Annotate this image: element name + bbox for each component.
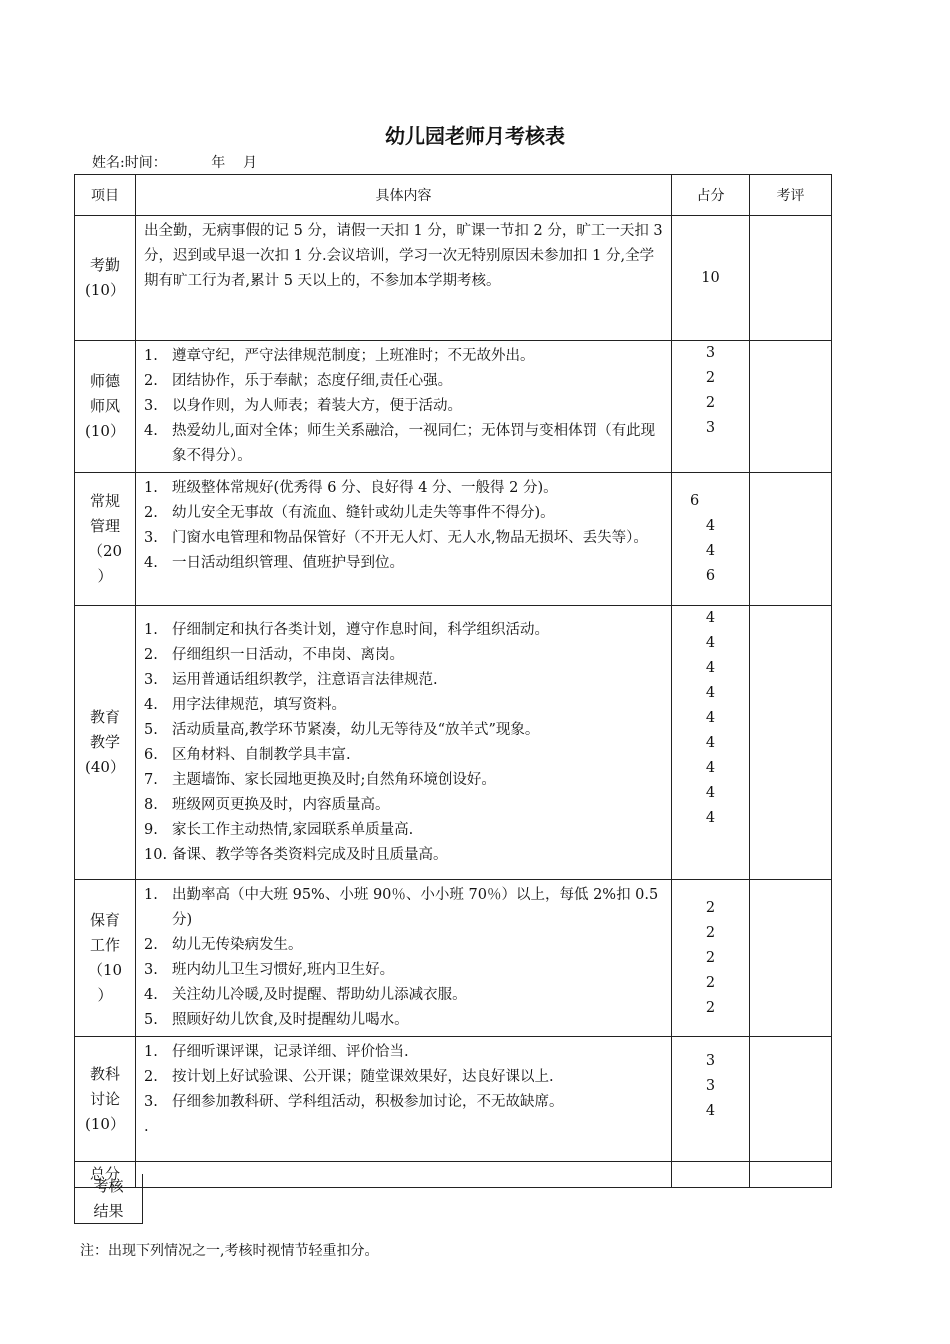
category-cell (75, 606, 136, 880)
item-number: 4. (144, 423, 158, 439)
section-row-teaching (75, 606, 832, 880)
item-number: 2. (144, 505, 158, 521)
list-item (144, 983, 663, 1008)
page-title: 幼儿园老师月考核表 (385, 124, 565, 148)
content-cell (136, 880, 672, 1037)
item-number: 6. (144, 746, 158, 763)
header-row (75, 175, 832, 216)
item-text: 班级整体常规好(优秀得 6 分、良好得 4 分、一般得 2 分)。 (172, 480, 558, 496)
trailing-mark: . (144, 1119, 149, 1135)
score-value: 4 (705, 543, 716, 559)
category-line: 教科 (89, 1064, 120, 1083)
item-number: 3. (144, 1094, 158, 1110)
item-number: 3. (144, 398, 158, 414)
evaluation-input-cell[interactable] (750, 1037, 832, 1162)
list-item (144, 618, 663, 643)
result-line: 结果 (93, 1202, 124, 1220)
category-line: （20 (87, 542, 123, 560)
score-value: 2 (705, 999, 716, 1016)
category-line: 师德 (89, 372, 120, 390)
result-box (74, 1174, 143, 1224)
list-item (144, 1090, 663, 1115)
category-cell (75, 216, 136, 341)
item-number: 8. (144, 796, 158, 813)
item-text: 家长工作主动热情,家园联系单质量高. (172, 821, 414, 838)
item-text: 一日活动组织管理、值班护导到位。 (172, 555, 404, 571)
content-cell (136, 341, 672, 473)
score-value: 4 (705, 610, 716, 626)
score-cell (672, 473, 750, 606)
score-value: 4 (705, 685, 716, 701)
item-number: 3. (144, 671, 158, 688)
item-text: 关注幼儿冷暖,及时提醒、帮助幼儿添减衣服。 (172, 987, 467, 1003)
category-line: (10） (85, 422, 125, 440)
category-line: 讨论 (89, 1089, 120, 1108)
category-line: 管理 (89, 517, 120, 535)
list-item (144, 526, 663, 551)
category-cell (75, 473, 136, 606)
score-value: 4 (705, 635, 716, 651)
list-item (144, 818, 663, 843)
list-item (144, 933, 663, 958)
total-score-cell[interactable] (672, 1162, 750, 1188)
item-number: 2. (144, 373, 158, 389)
item-text: 幼儿无传染病发生。 (172, 937, 303, 953)
list-item (144, 693, 663, 718)
header-item: 项目 (75, 175, 136, 216)
category-line: 保育 (89, 911, 120, 929)
item-text: 幼儿安全无事故（有流血、缝针或幼儿走失等事件不得分)。 (172, 505, 555, 521)
item-number: 9. (144, 821, 158, 838)
item-text: 门窗水电管理和物品保管好（不开无人灯、无人水,物品无损坏、丢失等）。 (172, 530, 648, 546)
content-cell (136, 216, 672, 341)
evaluation-input-cell[interactable] (750, 880, 832, 1037)
item-text: 用字法律规范，填写资料。 (172, 696, 346, 713)
total-eval-cell[interactable] (750, 1162, 832, 1188)
list-item (144, 476, 663, 501)
section-row-attendance (75, 216, 832, 341)
category-line: 考勤 (89, 256, 120, 274)
list-item (144, 1065, 663, 1090)
content-cell (136, 606, 672, 880)
total-content-cell[interactable] (136, 1162, 672, 1188)
item-text: 团结协作，乐于奉献；态度仔细,责任心强。 (172, 373, 453, 389)
evaluation-table (74, 174, 832, 1188)
section-row-routine (75, 473, 832, 606)
header-content: 具体内容 (136, 175, 672, 216)
item-number: 1. (144, 887, 158, 903)
item-number: 4. (144, 987, 158, 1003)
content-cell (136, 1037, 672, 1162)
list-item (144, 394, 663, 419)
category-line: ） (97, 986, 113, 1004)
list-item (144, 501, 663, 526)
item-text: 遵章守纪，严守法律规范制度；上班准时；不无故外出。 (172, 348, 535, 364)
name-label: 姓名: (92, 155, 125, 171)
score-value: 3 (705, 345, 716, 361)
section-row-childcare (75, 880, 832, 1037)
score-value: 3 (705, 1078, 716, 1094)
score-value: 2 (705, 974, 716, 991)
item-number: 10. (144, 846, 168, 863)
score-value: 3 (705, 420, 716, 436)
item-text: 活动质量高,教学环节紧凑，幼儿无等待及“放羊式”现象。 (172, 721, 540, 738)
list-item (144, 768, 663, 793)
form-meta-line (92, 152, 257, 172)
item-text: 仔细参加教科研、学科组活动，积极参加讨论，不无故缺席。 (172, 1094, 564, 1110)
evaluation-input-cell[interactable] (750, 606, 832, 880)
score-value: 6 (690, 493, 700, 509)
list-item (144, 369, 663, 394)
section-row-ethics (75, 341, 832, 473)
item-number: 1. (144, 348, 158, 364)
score-cell (672, 1037, 750, 1162)
category-line: （10 (87, 961, 123, 979)
category-cell (75, 1037, 136, 1162)
list-item (144, 551, 663, 576)
score-value: 2 (705, 370, 716, 386)
list-item (144, 419, 663, 469)
score-value: 4 (705, 760, 716, 776)
item-number: 4. (144, 555, 158, 571)
item-number: 5. (144, 1012, 158, 1028)
score-value: 4 (705, 660, 716, 676)
category-line: 教育 (89, 708, 120, 726)
header-eval: 考评 (750, 175, 832, 216)
item-number: 2. (144, 1069, 158, 1085)
list-item (144, 668, 663, 693)
evaluation-input-cell[interactable] (750, 341, 832, 473)
total-row (75, 1162, 832, 1188)
list-item (144, 843, 663, 868)
score-cell (672, 216, 750, 341)
category-line: 常规 (89, 492, 120, 510)
item-text: 运用普通话组织教学，注意语言法律规范. (172, 671, 438, 688)
category-cell (75, 341, 136, 473)
time-label: 时间： (124, 155, 167, 171)
item-text: 仔细听课评课，记录详细、评价恰当. (172, 1044, 409, 1060)
list-item (144, 344, 663, 369)
item-text: 主题墙饰、家长园地更换及时;自然角环境创设好。 (172, 771, 496, 788)
category-line: (10） (85, 1114, 125, 1133)
category-line: 工作 (89, 936, 120, 954)
score-cell (672, 341, 750, 473)
score-value: 4 (705, 735, 716, 751)
score-value: 2 (705, 395, 716, 411)
month-label: 月 (243, 155, 258, 171)
item-text: 区角材料、自制教学具丰富. (172, 746, 351, 763)
item-text: 以身作则，为人师表；着装大方，便于活动。 (172, 398, 462, 414)
item-number: 1. (144, 1044, 158, 1060)
item-text: 按计划上好试验课、公开课；随堂课效果好，达良好课以上. (172, 1069, 554, 1085)
item-text: 照顾好幼儿饮食,及时提醒幼儿喝水。 (172, 1012, 409, 1028)
content-cell (136, 473, 672, 606)
item-text: 热爱幼儿,面对全体；师生关系融洽，一视同仁；无体罚与变相体罚（有此现象不得分）。 (172, 423, 656, 464)
list-item (144, 743, 663, 768)
list-item (144, 883, 663, 933)
list-item (144, 643, 663, 668)
footnote: 注：出现下列情况之一,考核时视情节轻重扣分。 (80, 1243, 379, 1259)
item-text: 班内幼儿卫生习惯好,班内卫生好。 (172, 962, 395, 978)
item-text: 出勤率高（中大班 95%、小班 90％、小小班 70％）以上，每低 2%扣 0.5 分) (172, 887, 659, 928)
item-number: 2. (144, 937, 158, 953)
item-text: 仔细制定和执行各类计划，遵守作息时间，科学组织活动。 (172, 621, 549, 638)
score-value: 2 (705, 899, 716, 916)
evaluation-input-cell[interactable] (750, 473, 832, 606)
item-number: 3. (144, 962, 158, 978)
list-item (144, 793, 663, 818)
item-text: 仔细组织一日活动，不串岗、离岗。 (172, 646, 404, 663)
list-item (144, 718, 663, 743)
score-value: 6 (705, 568, 716, 584)
header-score: 占分 (672, 175, 750, 216)
score-value: 2 (705, 924, 716, 941)
score-cell (672, 606, 750, 880)
result-line: 考核 (93, 1177, 124, 1195)
item-number: 5. (144, 721, 158, 738)
score-value: 2 (705, 949, 716, 966)
category-line: 师风 (89, 397, 120, 415)
category-line: ） (97, 567, 113, 585)
item-number: 7. (144, 771, 158, 788)
score-cell (672, 880, 750, 1037)
attendance-rules-text: 出全勤，无病事假的记 5 分，请假一天扣 1 分，旷课一节扣 2 分，旷工一天扣 3 分，迟到或早退一次扣 1 分.会议培训，学习一次无特别原因未参加扣 1 分,全学期有旷工行为者,累计 5 天以上的，不参加本学期考核。 (144, 223, 663, 289)
score-value: 4 (705, 710, 716, 726)
score-value: 3 (705, 1053, 716, 1069)
item-text: 备课、教学等各类资料完成及时且质量高。 (172, 846, 448, 863)
section-row-research (75, 1037, 832, 1162)
year-label: 年 (211, 155, 226, 171)
category-line: (10） (85, 281, 125, 299)
score-value: 4 (705, 785, 716, 801)
item-number: 1. (144, 621, 158, 638)
list-item (144, 1040, 663, 1065)
item-number: 4. (144, 696, 158, 713)
score-value: 10 (701, 269, 720, 286)
category-cell (75, 880, 136, 1037)
category-line: (40） (85, 758, 125, 776)
list-item (144, 958, 663, 983)
item-number: 3. (144, 530, 158, 546)
item-number: 2. (144, 646, 158, 663)
score-value: 4 (705, 810, 716, 826)
item-text: 班级网页更换及时，内容质量高。 (172, 796, 390, 813)
total-label: 总分 (75, 1162, 136, 1188)
item-number: 1. (144, 480, 158, 496)
list-item (144, 1008, 663, 1033)
category-line: 教学 (89, 733, 120, 751)
score-value: 4 (705, 518, 716, 534)
score-value: 4 (705, 1103, 716, 1119)
evaluation-input-cell[interactable] (750, 216, 832, 341)
